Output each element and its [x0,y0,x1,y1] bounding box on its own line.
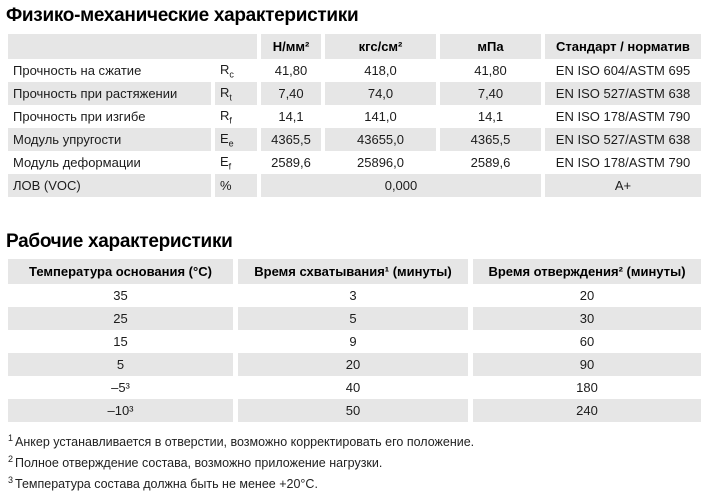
temperature-value: –10³ [8,399,233,422]
footnote-marker: 3 [8,475,14,486]
temperature-value: –5³ [8,376,233,399]
setting-time-value: 20 [238,353,468,376]
temperature-value: 5 [8,353,233,376]
curing-time-value: 90 [473,353,701,376]
footnote-3 [8,472,701,493]
table-row [8,59,701,82]
footnote-text: Полное отверждение состава, возможно приложение нагрузки. [15,456,383,471]
standard-value: EN ISO 527/ASTM 638 [545,82,701,105]
setting-time-value: 3 [238,284,468,307]
value-mpa: 14,1 [440,105,541,128]
col-header-setting-time: Время схватывания¹ (минуты) [238,259,468,284]
voc-row [8,174,701,197]
value-nmm2: 4365,5 [261,128,321,151]
value-nmm2: 41,80 [261,59,321,82]
property-label: Модуль упругости [8,128,211,151]
property-symbol: $R_f$ [215,105,257,128]
property-label: Прочность при изгибе [8,105,211,128]
property-label: ЛОВ (VOC) [8,174,211,197]
standard-value: EN ISO 527/ASTM 638 [545,128,701,151]
property-symbol: $E_e$ [215,128,257,151]
table-row [8,307,701,330]
table-row [8,284,701,307]
value-kgscm2: 43655,0 [325,128,436,151]
col-header-nmm2: Н/мм² [261,34,321,59]
setting-time-value: 5 [238,307,468,330]
curing-time-value: 30 [473,307,701,330]
property-symbol: $R_t$ [215,82,257,105]
curing-time-value: 20 [473,284,701,307]
col-header-mpa: мПа [440,34,541,59]
col-header-curing-time: Время отверждения² (минуты) [473,259,701,284]
value-kgscm2: 74,0 [325,82,436,105]
footnote-1 [8,430,701,451]
setting-time-value: 40 [238,376,468,399]
col-header-empty [8,34,257,59]
property-symbol: $R_c$ [215,59,257,82]
value-mpa: 41,80 [440,59,541,82]
footnote-2 [8,451,701,472]
table-row [8,330,701,353]
table-row [8,82,701,105]
table-header-row [8,34,701,59]
curing-time-value: 240 [473,399,701,422]
standard-value: EN ISO 178/ASTM 790 [545,151,701,174]
table-row [8,105,701,128]
section-title-working: Рабочие характеристики [6,231,233,252]
working-characteristics-table [8,259,701,422]
footnote-marker: 2 [8,454,14,465]
value-nmm2: 14,1 [261,105,321,128]
table-row [8,399,701,422]
value-mpa: 4365,5 [440,128,541,151]
standard-value: EN ISO 178/ASTM 790 [545,105,701,128]
property-symbol: % [215,174,257,197]
voc-standard: A+ [545,174,701,197]
temperature-value: 25 [8,307,233,330]
voc-value: 0,000 [261,174,541,197]
col-header-temperature: Температура основания (°C) [8,259,233,284]
table-row [8,353,701,376]
value-nmm2: 7,40 [261,82,321,105]
value-kgscm2: 418,0 [325,59,436,82]
footnote-text: Температура состава должна быть не менее +20°C. [15,477,318,492]
property-label: Прочность на сжатие [8,59,211,82]
curing-time-value: 180 [473,376,701,399]
value-mpa: 2589,6 [440,151,541,174]
curing-time-value: 60 [473,330,701,353]
footnote-marker: 1 [8,433,14,443]
table-header-row [8,259,701,284]
standard-value: EN ISO 604/ASTM 695 [545,59,701,82]
value-nmm2: 2589,6 [261,151,321,174]
physical-properties-table [8,34,701,197]
table-row [8,128,701,151]
value-kgscm2: 141,0 [325,105,436,128]
setting-time-value: 9 [238,330,468,353]
footnote-text: Анкер устанавливается в отверстии, возможно корректировать его положение. [15,435,475,450]
temperature-value: 35 [8,284,233,307]
temperature-value: 15 [8,330,233,353]
table-row [8,151,701,174]
property-label: Модуль деформации [8,151,211,174]
col-header-standard: Стандарт / норматив [545,34,701,59]
property-symbol: $E_f$ [215,151,257,174]
section-title-physical: Физико-механические характеристики [6,5,359,26]
table-row [8,376,701,399]
col-header-kgscm2: кгс/см² [325,34,436,59]
property-label: Прочность при растяжении [8,82,211,105]
setting-time-value: 50 [238,399,468,422]
footnotes [8,430,701,493]
value-mpa: 7,40 [440,82,541,105]
value-kgscm2: 25896,0 [325,151,436,174]
